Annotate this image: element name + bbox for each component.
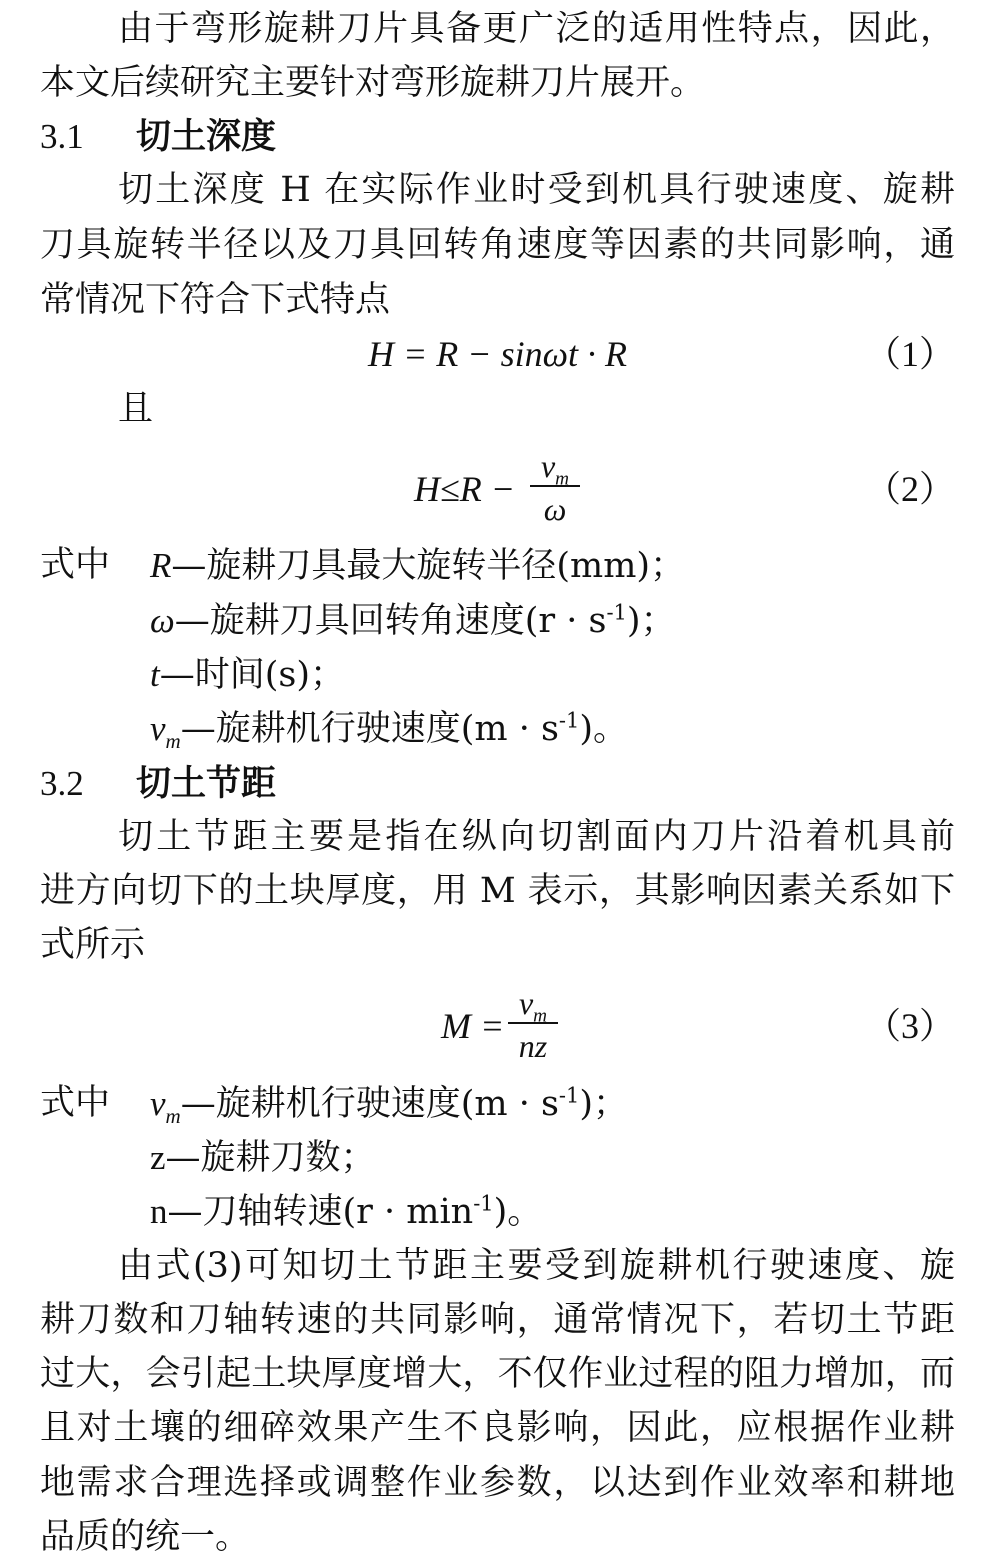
equation-number-3: （3） — [864, 1006, 955, 1046]
section-heading-3-2 — [40, 766, 955, 802]
section-title: 切土节距 — [136, 764, 277, 804]
conjunction-text: 且 — [118, 389, 154, 429]
paragraph-line: 切土节距主要是指在纵向切割面内刀片沿着机具前 — [118, 817, 955, 857]
fraction-denominator: nz — [518, 1028, 548, 1064]
equation-1: H = R − sinωt · R — [368, 334, 627, 374]
paragraph-line: 进方向切下的土块厚度，用 M 表示，其影响因素关系如下 — [40, 871, 955, 911]
equation-3-fraction — [508, 987, 558, 1062]
section-title: 切土深度 — [136, 117, 277, 157]
paragraph-line: 刀具旋转半径以及刀具回转角速度等因素的共同影响，通 — [40, 225, 955, 265]
definition-item: R—旋耕刀具最大旋转半径(mm)； — [150, 546, 686, 586]
paragraph-line: 常情况下符合下式特点 — [40, 280, 391, 320]
definition-item: n—刀轴转速$(r \cdot \min^{-1})$。 — [150, 1191, 543, 1232]
paragraph-line: 耕刀数和刀轴转速的共同影响，通常情况下，若切土节距 — [40, 1300, 955, 1340]
fraction-denominator: ω — [543, 491, 567, 527]
paragraph-line: 且对土壤的细碎效果产生不良影响，因此，应根据作业耕 — [40, 1408, 955, 1448]
equation-3-left: M = — [441, 1006, 505, 1046]
where-label: 式中 — [40, 545, 111, 585]
paragraph-line: 品质的统一。 — [40, 1517, 251, 1557]
equation-2-left: H≤R − — [414, 469, 516, 509]
paragraph-line: 由式(3)可知切土节距主要受到旋耕机行驶速度、旋 — [118, 1246, 955, 1286]
fraction-numerator: $v_m$ — [540, 448, 570, 490]
section-heading-3-1 — [40, 119, 955, 155]
equation-number-1: （1） — [864, 334, 955, 374]
paragraph-line: 地需求合理选择或调整作业参数，以达到作业效率和耕地 — [40, 1463, 955, 1503]
definition-item: t—时间(s)； — [150, 655, 346, 695]
section-number: 3.2 — [40, 764, 84, 803]
equation-2-fraction — [530, 450, 580, 525]
equation-number-2: （2） — [864, 469, 955, 509]
paragraph-line: 切土深度 H 在实际作业时受到机具行驶速度、旋耕 — [118, 170, 955, 210]
intro-line-2: 本文后续研究主要针对弯形旋耕刀片展开。 — [40, 63, 706, 103]
definition-item: $v_m—$旋耕机行驶速度$(m \cdot s^{-1})$。 — [150, 708, 629, 753]
where-label: 式中 — [40, 1083, 111, 1123]
fraction-numerator: $v_m$ — [518, 985, 548, 1027]
section-number: 3.1 — [40, 117, 84, 156]
intro-line-1: 由于弯形旋耕刀片具备更广泛的适用性特点，因此， — [118, 9, 955, 49]
paragraph-line: 式所示 — [40, 925, 146, 965]
definition-item: z—旋耕刀数； — [150, 1138, 376, 1178]
paragraph-line: 过大，会引起土块厚度增大，不仅作业过程的阻力增加，而 — [40, 1354, 955, 1394]
definition-item: ω—旋耕刀具回转角速度$(r \cdot s^{-1})$； — [150, 600, 676, 641]
definition-item: $v_m—$旋耕机行驶速度$(m \cdot s^{-1})$； — [150, 1083, 629, 1128]
